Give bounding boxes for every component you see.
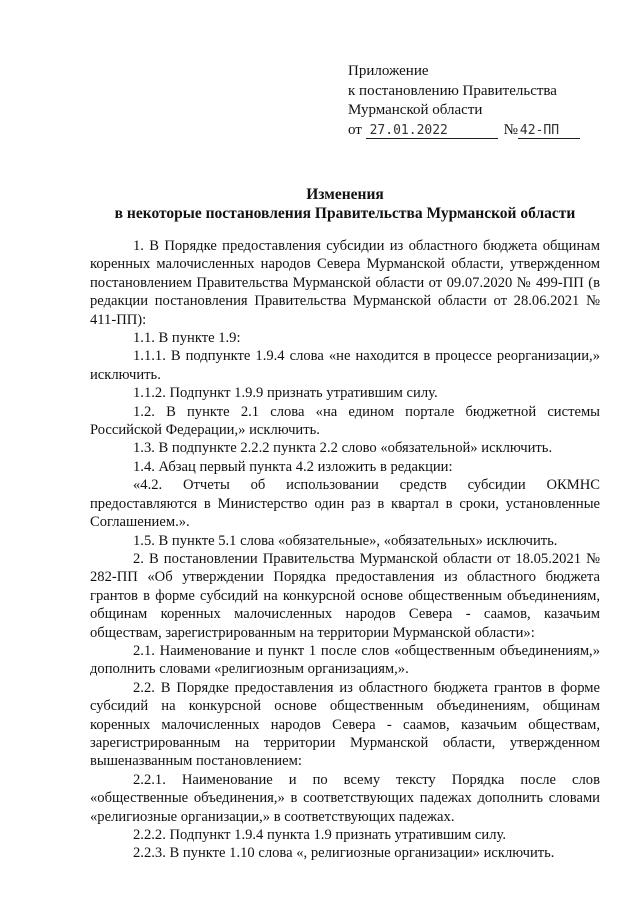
resolution-date: 27.01.2022 [366, 123, 498, 139]
appendix-region: Мурманской области [348, 102, 483, 118]
paragraph-1-2: 1.2. В пункте 2.1 слова «на едином портале бюджетной системы Российской Федерации,» исключить. [90, 403, 600, 439]
number-label: № [503, 121, 518, 138]
paragraph-2: 2. В постановлении Правительства Мурманской области от 18.05.2021 № 282-ПП «Об утверждении Порядка предоставления из областного бюджета грантов в форме субсидий на конкурсной основе общественным объединениям, общинам коренных малочисленных народов Севера - саамов, казачьим обществам, зарегистрированным на территории Мурманской области»: [90, 550, 600, 641]
paragraph-1: 1. В Порядке предоставления субсидии из областного бюджета общинам коренных малочисленных народов Севера Мурманской области, утвержденном постановлением Правительства Мурманской области от 09.07.2020 № 499-ПП (в редакции постановления Правительства Мурманской области от 28.06.2021 № 411-ПП): [90, 238, 600, 328]
document-title: Изменения [306, 186, 384, 203]
paragraph-2-1: 2.1. Наименование и пункт 1 после слов «общественным объединениям,» дополнить словами «религиозным организациям,». [90, 642, 600, 678]
paragraph-4-2-quote: «4.2. Отчеты об использовании средств субсидии ОКМНС предоставляются в Министерство один раз в квартал в сроки, установленные Соглашением.». [90, 477, 600, 531]
paragraph-1-4: 1.4. Абзац первый пункта 4.2 изложить в редакции: [133, 458, 453, 475]
appendix-resolution: к постановлению Правительства [348, 82, 557, 99]
paragraph-1-1-1: 1.1.1. В подпункте 1.9.4 слова «не находится в процессе реорганизации,» исключить. [90, 348, 600, 383]
document-subtitle: в некоторые постановления Правительства Мурманской области [114, 205, 576, 222]
paragraph-1-5: 1.5. В пункте 5.1 слова «обязательные», «обязательных» исключить. [133, 532, 558, 549]
document-body [90, 237, 600, 863]
paragraph-1-1: 1.1. В пункте 1.9: [133, 330, 241, 347]
paragraph-2-2-1: 2.2.1. Наименование и по всему тексту Порядка после слов «общественные объединения,» в соответствующих падежах дополнить словами «религиозные организации,» в соответствующих падежах. [90, 771, 600, 825]
appendix-date-line [348, 121, 580, 141]
paragraph-1-3: 1.3. В подпункте 2.2.2 пункта 2.2 слово «обязательной» исключить. [133, 440, 553, 457]
appendix-label: Приложение [348, 63, 429, 79]
paragraph-2-2: 2.2. В Порядке предоставления из областного бюджета грантов в форме субсидий на конкурсной основе общественным объединениям, общинам коренных малочисленных народов Севера - саамов, казачьим обществам, зарегистрированным на территории Мурманской области, утвержденном вышеназванным постановлением: [90, 679, 600, 770]
paragraph-2-2-3: 2.2.3. В пункте 1.10 слова «, религиозные организации» исключить. [133, 845, 555, 862]
paragraph-2-2-2: 2.2.2. Подпункт 1.9.4 пункта 1.9 признать утратившим силу. [133, 827, 506, 843]
paragraph-1-1-2: 1.1.2. Подпункт 1.9.9 признать утратившим силу. [133, 385, 438, 402]
resolution-number: 42-ПП [518, 123, 580, 139]
appendix-block [348, 62, 580, 140]
date-prefix: от [348, 121, 362, 138]
